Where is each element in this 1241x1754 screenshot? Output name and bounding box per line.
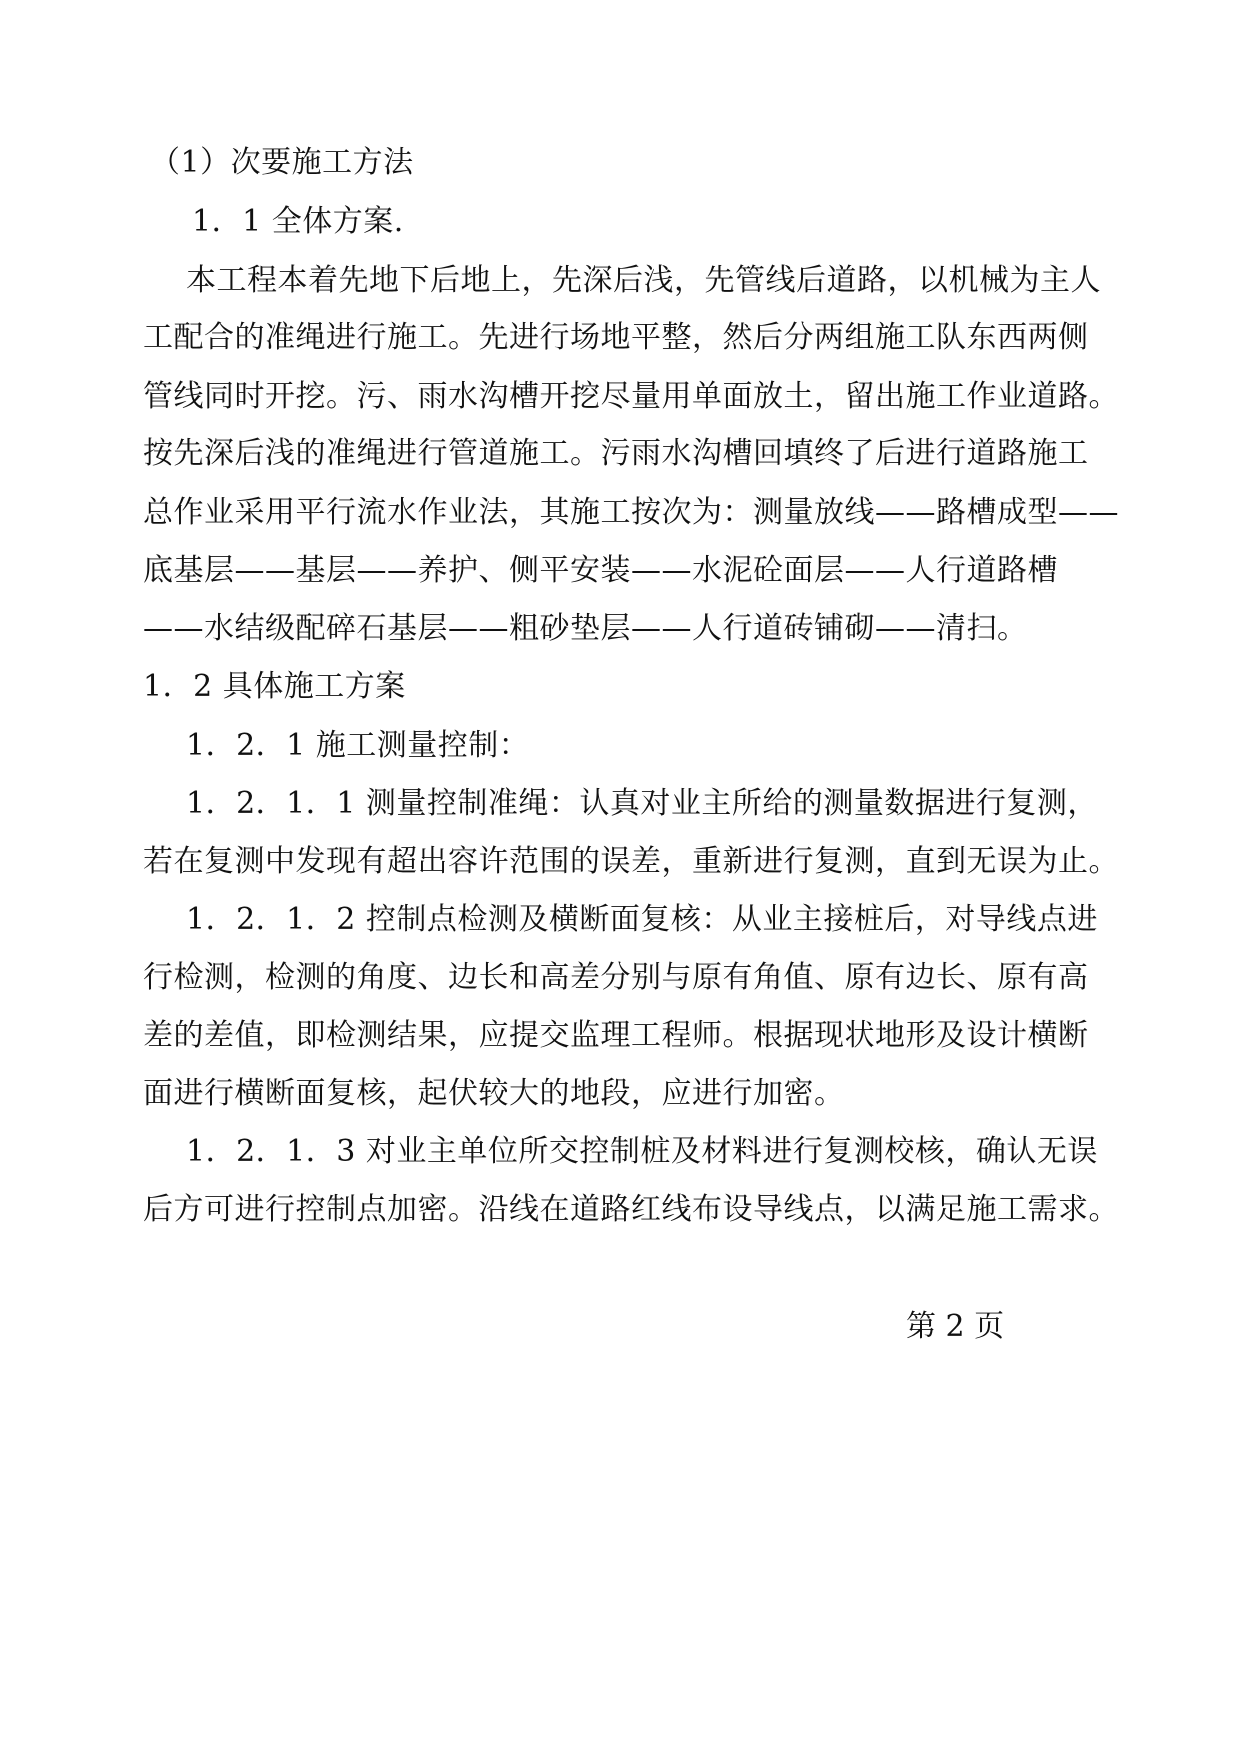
- para-1-1-line-5: 总作业采用平行流水作业法，其施工按次为：测量放线——路槽成型——: [143, 495, 1119, 530]
- para-1-2-1-2-line-3: 差的差值，即检测结果，应提交监理工程师。根据现状地形及设计横断: [143, 1018, 1089, 1053]
- para-1-1-line-2: 工配合的准绳进行施工。先进行场地平整，然后分两组施工队东西两侧: [143, 320, 1089, 355]
- para-1-2-1-2-line-4: 面进行横断面复核，起伏较大的地段，应进行加密。: [143, 1076, 845, 1111]
- section-1-2-title: 1．2 具体施工方案: [143, 669, 406, 704]
- para-1-1-line-3: 管线同时开挖。污、雨水沟槽开挖尽量用单面放土，留出施工作业道路。: [143, 379, 1119, 414]
- para-1-2-1-3-line-2: 后方可进行控制点加密。沿线在道路红线布设导线点，以满足施工需求。: [143, 1192, 1119, 1227]
- section-1-1-title: 1．1 全体方案.: [192, 204, 404, 239]
- page-number: 第 2 页: [906, 1309, 1005, 1344]
- para-1-2-1-1-line-2: 若在复测中发现有超出容许范围的误差，重新进行复测，直到无误为止。: [143, 844, 1119, 879]
- para-1-1-line-6: 底基层——基层——养护、侧平安装——水泥砼面层——人行道路槽: [143, 553, 1058, 588]
- para-1-2-1-2-line-1: 1．2．1．2 控制点检测及横断面复核：从业主接桩后，对导线点进: [186, 902, 1098, 937]
- section-1-2-1-title: 1．2．1 施工测量控制：: [186, 728, 530, 763]
- para-1-1-line-4: 按先深后浅的准绳进行管道施工。污雨水沟槽回填终了后进行道路施工: [143, 436, 1089, 471]
- para-1-2-1-2-line-2: 行检测，检测的角度、边长和高差分别与原有角值、原有边长、原有高: [143, 960, 1089, 995]
- para-1-1-line-1: 本工程本着先地下后地上，先深后浅，先管线后道路，以机械为主人: [186, 263, 1101, 298]
- para-1-1-line-7: ——水结级配碎石基层——粗砂垫层——人行道砖铺砌——清扫。: [143, 611, 1028, 646]
- heading-secondary-methods: （1）次要施工方法: [150, 145, 414, 180]
- para-1-2-1-3-line-1: 1．2．1．3 对业主单位所交控制桩及材料进行复测校核，确认无误: [186, 1134, 1098, 1169]
- para-1-2-1-1-line-1: 1．2．1．1 测量控制准绳：认真对业主所给的测量数据进行复测，: [186, 786, 1098, 821]
